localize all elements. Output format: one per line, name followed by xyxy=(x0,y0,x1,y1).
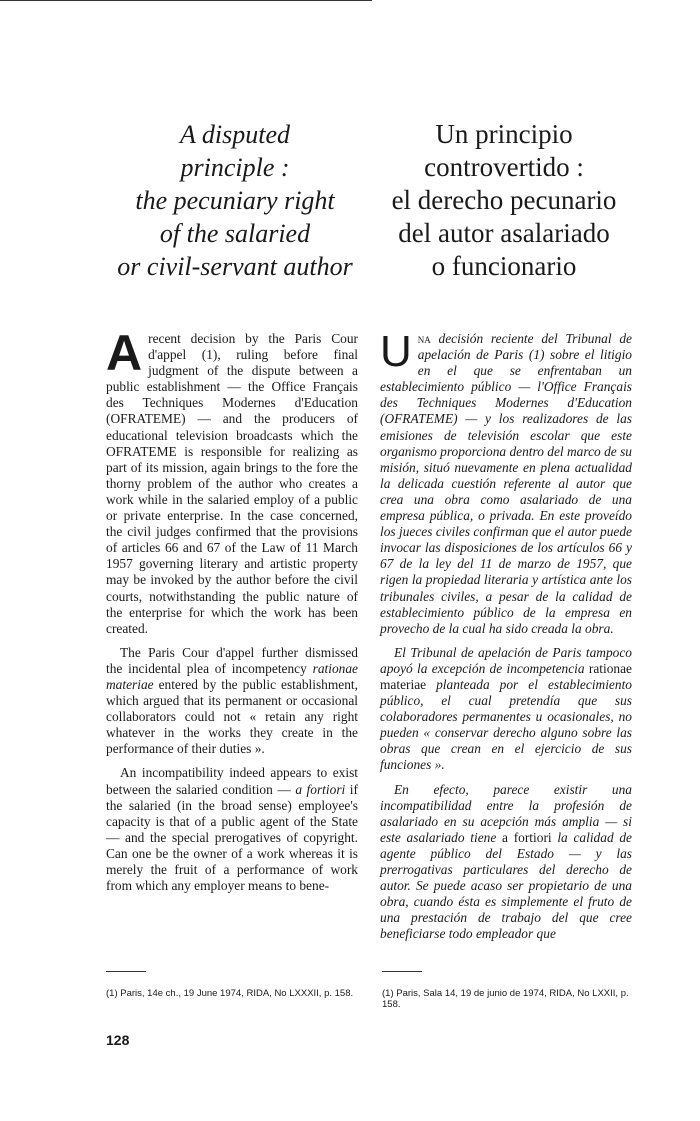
latin-term: rationae materiae xyxy=(106,660,358,692)
paragraph-text: The Paris Cour d'appel further dismissed the incidental plea of incompetency xyxy=(106,644,358,676)
drop-cap: A xyxy=(106,325,143,381)
paragraph-text: if the salaried (in the broad sense) employee's capacity is that of a public agent of the State — and the special prerogatives of copyright. Can one be the owner of a work whereas it is merely the fruit of a performance of work from which any employer means to bene- xyxy=(106,781,358,894)
footnote-spanish: (1) Paris, Sala 14, 19 de junio de 1974, RIDA, No LXXII, p. 158. xyxy=(382,988,629,1010)
top-rule xyxy=(0,0,372,1)
latin-term: a fortiori xyxy=(502,829,552,845)
title-line: del autor asalariado xyxy=(398,218,610,248)
paragraph xyxy=(380,327,632,637)
footnote-rule-spanish xyxy=(382,971,422,972)
title-line: or civil-servant author xyxy=(117,252,353,281)
paragraph-text: An incompatibility indeed appears to exist between the salaried condition — xyxy=(106,765,358,797)
title-english xyxy=(104,118,366,283)
paragraph-text: recent decision by the Paris Cour d'appel (1), ruling before final judgment of the dispute between a public establishment — the Office Français des Techniques Modernes d'Education (OFRATEME) — and the producers of educational television broadcasts which the OFRATEME is responsible for realizing as part of its mission, again brings to the fore the thorny problem of the author who creates a work while in the salaried employ of a public or private enterprise. In the case concerned, the civil judges confirmed that the provisions of articles 66 and 67 of the Law of 11 March 1957 governing literary and artistic property may be invoked by the author before the civil courts, notwithstanding the public nature of the enterprise for which the work has been created. xyxy=(106,331,358,636)
title-line: the pecuniary right xyxy=(135,186,335,215)
paragraph-text: entered by the public establishment, which argued that its permanent or occasional collaborators could not « retain any right whatever in the works they create in the performance of their duties ». xyxy=(106,676,358,757)
title-line: principle : xyxy=(180,153,290,182)
latin-term: rationae materiae xyxy=(380,660,632,692)
paragraph xyxy=(106,325,358,637)
paragraph-text: decisión reciente del Tribunal de apelación de Paris (1) sobre el litigio en el que se enfrentaban un establecimiento público — l'Office Français des Techniques Modernes d'Education (OFRATEME) — y los realizadores de las emisiones de televisión escolar que este organismo proporciona dentro del marco de su misión, situó nuevamente en plena actualidad la delicada cuestión referente al autor que crea una obra como asalariado de una empresa pública, o privada. En este proveído los jueces civiles confirman que el autor puede invocar las disposiciones de los artículos 66 y 67 de la ley del 11 de marzo de 1957, que rigen la propiedad literaria y artística ante los tribunales civiles, a pesar de la calidad de establecimiento público de la empresa en provecho de la cual ha sido creada la obra. xyxy=(380,331,632,636)
paragraph-text: El Tribunal de apelación de Paris tampoco apoyó la excepción de incompetencia xyxy=(380,644,632,676)
title-line: of the salaried xyxy=(159,219,311,248)
paragraph xyxy=(380,645,632,774)
title-spanish xyxy=(372,118,636,283)
paragraph xyxy=(380,782,632,943)
paragraph xyxy=(106,645,358,758)
latin-term: a fortiori xyxy=(295,781,346,797)
paragraph-text: En efecto, parece existir una incompatibilidad entre la profesión de asalariado en su acepción más amplia — si este asalariado tiene xyxy=(380,781,632,845)
paragraph-text: la calidad de agente público del Estado — y las prerrogativas particulares del derecho de autor. Se puede acaso ser propietario de una obra, cuando ésta es simplemente el fruto de una prestación de trabajo del que cree beneficiarse todo empleador que xyxy=(380,829,632,942)
title-line: el derecho pecunario xyxy=(391,185,617,215)
drop-cap: U xyxy=(380,327,412,376)
title-line: controvertido : xyxy=(424,152,584,182)
paragraph xyxy=(106,765,358,894)
footnote-rule-english xyxy=(106,971,146,972)
english-column xyxy=(106,325,358,902)
page-number: 128 xyxy=(106,1032,130,1048)
title-line: o funcionario xyxy=(431,251,577,281)
paragraph-text: planteada por el establecimiento público, el cual pretendía que sus colaboradores permanentes u ocasionales, no pueden « conservar derecho alguno sobre las obras que crean en el ejercicio de sus funciones ». xyxy=(380,676,632,773)
spanish-column xyxy=(380,327,632,950)
footnote-english: (1) Paris, 14e ch., 19 June 1974, RIDA, No LXXXII, p. 158. xyxy=(106,988,354,999)
title-line: A disputed xyxy=(179,120,291,149)
small-caps-lead: na xyxy=(417,331,431,346)
title-line: Un principio xyxy=(435,119,573,149)
